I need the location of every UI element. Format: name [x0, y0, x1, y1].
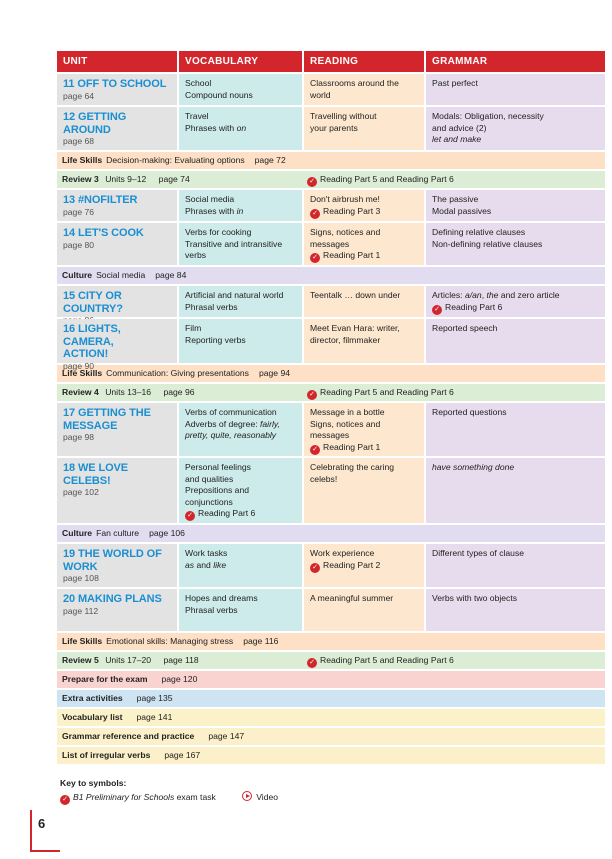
band-page: page 120 [161, 674, 198, 684]
unit-cell[interactable] [57, 544, 177, 587]
vocabulary-cell [179, 403, 302, 456]
reading-cell [304, 544, 424, 587]
band-page: page 118 [163, 655, 199, 665]
symbol-key [60, 778, 278, 805]
reading-cell [304, 319, 424, 363]
band-page: page 84 [155, 270, 187, 280]
reading-item: ✓ Reading Part 1 [310, 250, 418, 263]
grammar-item: Articles: a/an, the and zero article [432, 290, 560, 300]
unit-row [57, 458, 605, 523]
exam-task-icon: ✓ [60, 795, 70, 805]
reading-cell [304, 223, 424, 265]
vocab-item: Prepositions and [185, 485, 250, 495]
grammar-item: have something done [432, 462, 515, 472]
reading-cell [304, 107, 424, 150]
vocab-item: Adverbs of degree: fairly, [185, 418, 280, 429]
band-text: Social media [96, 270, 146, 280]
band-text: Emotional skills: Managing stress [106, 636, 234, 646]
unit-title[interactable]: WORK [63, 560, 98, 573]
reading-item: messages [310, 238, 350, 249]
exam-task-icon: ✓ [307, 658, 317, 668]
unit-row [57, 74, 605, 105]
vocab-item: Personal feelings [185, 462, 251, 472]
page-corner-line [30, 810, 32, 852]
band-label: Vocabulary list [62, 712, 123, 722]
band-page: page 116 [243, 636, 279, 646]
unit-page: page 98 [63, 432, 95, 442]
reading-item: Celebrating the caring [310, 462, 395, 472]
unit-title[interactable]: 14 LET'S COOK [63, 227, 144, 239]
vocab-item: pretty, quite, reasonably [185, 430, 277, 440]
vocabulary-cell [179, 589, 302, 631]
reading-item: Meet Evan Hara: writer, [310, 323, 400, 333]
vocab-item: Verbs for cooking [185, 227, 252, 237]
exam-task-icon: ✓ [432, 305, 442, 315]
review-reading: Reading Part 5 and Reading Part 6 [320, 174, 454, 184]
vocab-item: as and like [185, 559, 227, 570]
vocabulary-cell [179, 223, 302, 265]
unit-page: page 102 [63, 487, 99, 497]
page-corner-line [30, 850, 60, 852]
unit-cell[interactable] [57, 74, 177, 105]
grammar-reference-row[interactable] [57, 728, 605, 745]
unit-page: page 108 [63, 573, 99, 583]
band-page: page 141 [136, 712, 173, 722]
unit-cell[interactable] [57, 589, 177, 631]
life-skills-row[interactable] [57, 152, 605, 169]
grammar-item: Reported speech [432, 323, 498, 333]
reading-cell [304, 403, 424, 456]
band-label: List of irregular verbs [62, 750, 151, 760]
exam-task-icon: ✓ [310, 563, 320, 573]
band-label: Extra activities [62, 693, 123, 703]
reading-item: Don't airbrush me! [310, 194, 380, 204]
vocabulary-cell [179, 286, 302, 317]
band-page: page 96 [163, 387, 195, 397]
reading-item: Message in a bottle [310, 407, 385, 417]
unit-title[interactable]: MESSAGE [63, 419, 118, 432]
reading-cell [304, 190, 424, 221]
grammar-cell [426, 223, 605, 265]
vocabulary-cell [179, 458, 302, 523]
vocab-item: Phrases with in [185, 205, 244, 216]
exam-task-icon: ✓ [310, 209, 320, 219]
reading-item: Teentalk … down under [310, 290, 401, 300]
review-reading: Reading Part 5 and Reading Part 6 [320, 387, 454, 397]
grammar-cell [426, 544, 605, 587]
irregular-verbs-row[interactable] [57, 747, 605, 764]
vocabulary-cell [179, 74, 302, 105]
unit-title[interactable]: 17 GETTING THE [63, 407, 151, 419]
contents-table [57, 51, 605, 766]
grammar-cell [426, 74, 605, 105]
prepare-exam-row[interactable] [57, 671, 605, 688]
review-row[interactable] [57, 171, 605, 188]
key-title: Key to symbols: [60, 778, 127, 788]
grammar-item: Past perfect [432, 78, 478, 88]
reading-item: A meaningful summer [310, 593, 394, 603]
page-number: 6 [38, 816, 46, 831]
unit-cell[interactable] [57, 107, 177, 150]
unit-row [57, 190, 605, 221]
grammar-cell [426, 458, 605, 523]
reading-item: Work experience [310, 548, 375, 558]
unit-page: page 112 [63, 605, 99, 616]
grammar-cell [426, 589, 605, 631]
grammar-item: Different types of clause [432, 548, 525, 558]
vocab-item: Artificial and natural world [185, 290, 284, 300]
vocab-item: Phrasal verbs [185, 301, 238, 312]
vocab-item: verbs [185, 250, 207, 260]
unit-cell[interactable] [57, 319, 177, 371]
band-page: page 167 [164, 750, 201, 760]
reading-item: ✓ Reading Part 1 [310, 442, 418, 455]
grammar-cell [426, 319, 605, 363]
header-grammar: GRAMMAR [426, 51, 605, 72]
unit-cell[interactable] [57, 223, 177, 265]
unit-row [57, 107, 605, 150]
vocabulary-cell [179, 107, 302, 150]
band-text: Units 9–12 [105, 174, 147, 184]
grammar-item: Verbs with two objects [432, 593, 518, 603]
unit-cell[interactable] [57, 190, 177, 221]
grammar-item: Modal passives [432, 205, 492, 216]
grammar-cell [426, 403, 605, 456]
exam-task-icon: ✓ [307, 390, 317, 400]
reading-item: Travelling without [310, 111, 377, 121]
unit-title[interactable]: 16 LIGHTS, CAMERA, [63, 323, 121, 348]
vocab-item: conjunctions [185, 496, 233, 507]
band-page: page 94 [258, 368, 291, 378]
grammar-item: and advice (2) [432, 122, 487, 133]
vocab-item: ✓ Reading Part 6 [185, 508, 296, 521]
band-text: Communication: Giving presentations [106, 368, 249, 378]
band-label: Culture [62, 528, 93, 538]
vocab-item: and qualities [185, 473, 234, 484]
unit-page: page 76 [63, 206, 95, 217]
reading-item: Classrooms around the [310, 78, 399, 88]
grammar-item: Non-defining relative clauses [432, 238, 543, 249]
unit-page: page 68 [63, 136, 95, 146]
reading-item: celebs! [310, 473, 338, 484]
band-text: Units 17–20 [105, 655, 152, 665]
vocab-item: Hopes and dreams [185, 593, 258, 603]
unit-page: page 90 [63, 360, 95, 371]
header-vocabulary: VOCABULARY [179, 51, 302, 72]
reading-item: world [310, 89, 331, 100]
reading-item: Signs, notices and [310, 227, 381, 237]
exam-task-icon: ✓ [310, 253, 320, 263]
review-reading: Reading Part 5 and Reading Part 6 [320, 655, 454, 665]
reading-item: ✓ Reading Part 2 [310, 560, 418, 573]
vocab-item: School [185, 78, 212, 88]
vocabulary-cell [179, 544, 302, 587]
unit-title[interactable]: 18 WE LOVE CELEBS! [63, 462, 129, 487]
unit-cell[interactable] [57, 286, 177, 317]
reading-item: ✓ Reading Part 3 [310, 206, 418, 219]
header-unit: UNIT [57, 51, 177, 72]
grammar-cell [426, 107, 605, 150]
unit-row [57, 544, 605, 587]
band-text: Decision-making: Evaluating options [106, 155, 245, 165]
reading-item: director, filmmaker [310, 334, 381, 345]
key-exam-task: ✓ B1 Preliminary for Schools exam task [60, 792, 216, 802]
band-page: page 106 [149, 528, 185, 538]
band-label: Culture [62, 270, 93, 280]
culture-row[interactable] [57, 525, 605, 542]
culture-row[interactable] [57, 267, 605, 284]
unit-title[interactable]: ACTION! [63, 348, 109, 360]
vocabulary-cell [179, 319, 302, 363]
extra-activities-row[interactable] [57, 690, 605, 707]
vocab-item: Travel [185, 111, 209, 121]
unit-page: page 80 [63, 239, 95, 250]
vocab-item: Transitive and intransitive [185, 238, 283, 249]
key-video: Video [242, 792, 278, 802]
vocabulary-cell [179, 190, 302, 221]
band-text: Units 13–16 [105, 387, 152, 397]
grammar-item: Reported questions [432, 407, 507, 417]
reading-item: messages [310, 430, 350, 440]
table-header [57, 51, 605, 72]
vocab-item: Compound nouns [185, 89, 253, 100]
unit-row [57, 223, 605, 265]
grammar-item: The passive [432, 194, 479, 204]
unit-cell[interactable] [57, 458, 177, 523]
reading-cell [304, 286, 424, 317]
band-page: page 72 [254, 155, 286, 165]
grammar-item: let and make [432, 134, 482, 144]
review-row[interactable] [57, 384, 605, 401]
reading-cell [304, 74, 424, 105]
grammar-item: ✓ Reading Part 6 [432, 302, 599, 315]
vocab-item: Work tasks [185, 548, 228, 558]
vocab-item: Phrases with on [185, 122, 247, 133]
life-skills-row[interactable] [57, 365, 605, 382]
band-text: Fan culture [96, 528, 140, 538]
unit-title[interactable]: 19 THE WORLD OF [63, 548, 162, 560]
band-page: page 74 [158, 174, 190, 184]
band-label: Grammar reference and practice [62, 731, 195, 741]
exam-task-icon: ✓ [185, 511, 195, 521]
reading-item: Signs, notices and [310, 418, 381, 429]
grammar-item: Defining relative clauses [432, 227, 526, 237]
reading-item: your parents [310, 122, 358, 133]
vocabulary-list-row[interactable] [57, 709, 605, 726]
review-row[interactable] [57, 652, 605, 669]
exam-task-icon: ✓ [307, 177, 317, 187]
video-icon [242, 791, 252, 801]
header-reading: READING [304, 51, 424, 72]
unit-cell[interactable] [57, 403, 177, 456]
band-label: Review 5 [62, 655, 99, 665]
band-label: Review 3 [62, 174, 99, 184]
grammar-item: Modals: Obligation, necessity [432, 111, 544, 121]
vocab-item: Verbs of communication [185, 407, 277, 417]
grammar-cell [426, 190, 605, 221]
vocab-item: Social media [185, 194, 235, 204]
vocab-item: Film [185, 323, 202, 333]
exam-task-icon: ✓ [310, 445, 320, 455]
band-label: Life Skills [62, 368, 103, 378]
band-label: Life Skills [62, 155, 103, 165]
unit-title[interactable]: 20 MAKING PLANS [63, 593, 162, 605]
grammar-cell [426, 286, 605, 317]
unit-title[interactable]: 11 OFF TO SCHOOL [63, 78, 167, 90]
unit-title[interactable]: 13 #NOFILTER [63, 194, 138, 206]
life-skills-row[interactable] [57, 633, 605, 650]
vocab-item: Phrasal verbs [185, 604, 238, 615]
band-page: page 147 [208, 731, 245, 741]
band-label: Life Skills [62, 636, 103, 646]
unit-row [57, 319, 605, 371]
unit-page: page 64 [63, 90, 95, 101]
band-label: Review 4 [62, 387, 99, 397]
band-page: page 135 [136, 693, 173, 703]
unit-row [57, 286, 605, 317]
reading-cell [304, 458, 424, 523]
unit-row [57, 589, 605, 631]
reading-cell [304, 589, 424, 631]
unit-row [57, 403, 605, 456]
unit-title[interactable]: 15 CITY OR COUNTRY? [63, 290, 123, 315]
vocab-item: Reporting verbs [185, 334, 246, 345]
unit-title[interactable]: 12 GETTING AROUND [63, 111, 127, 136]
band-label: Prepare for the exam [62, 674, 148, 684]
